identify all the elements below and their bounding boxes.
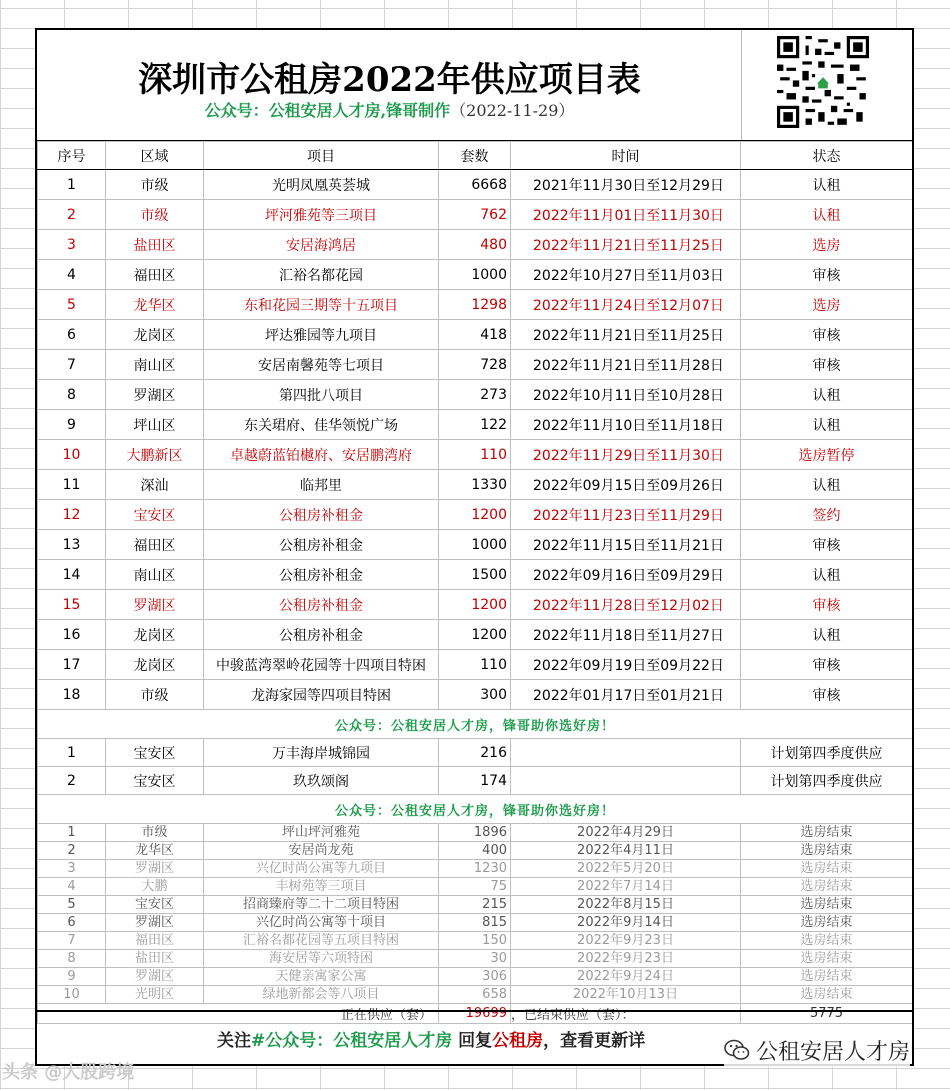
cell-status: 选房结束 <box>741 914 913 932</box>
cell-time: 2022年9月23日 <box>511 932 741 950</box>
cell-project: 海安居等六项特困 <box>204 950 439 968</box>
cell-units: 815 <box>439 914 511 932</box>
table-row <box>38 200 913 230</box>
cell-units: 1330 <box>439 470 511 500</box>
cell-units: 1000 <box>439 260 511 290</box>
cell-time: 2022年8月15日 <box>511 896 741 914</box>
cell-status: 认租 <box>741 410 913 440</box>
cell-area: 罗湖区 <box>106 968 204 986</box>
qr-cell <box>741 30 914 140</box>
cell-project: 坪山坪河雅苑 <box>204 824 439 842</box>
cell-area: 南山区 <box>106 350 204 380</box>
cell-status: 选房暂停 <box>741 440 913 470</box>
cell-project: 公租房补租金 <box>204 590 439 620</box>
cell-no: 5 <box>38 896 106 914</box>
cell-area: 市级 <box>106 680 204 710</box>
cell-status: 选房结束 <box>741 860 913 878</box>
table-row <box>38 350 913 380</box>
cell-time: 2022年11月01日至11月30日 <box>511 200 741 230</box>
cell-units: 273 <box>439 380 511 410</box>
cell-units: 216 <box>439 739 511 767</box>
cell-time: 2022年10月27日至11月03日 <box>511 260 741 290</box>
cell-project: 汇裕名都花园等五项目特困 <box>204 932 439 950</box>
cell-units: 658 <box>439 986 511 1004</box>
cell-project: 天健亲寓家公寓 <box>204 968 439 986</box>
cell-status: 选房结束 <box>741 986 913 1004</box>
ended-row <box>38 878 913 896</box>
table-row <box>38 290 913 320</box>
cell-no: 1 <box>38 170 106 200</box>
cell-time: 2022年09月16日至09月29日 <box>511 560 741 590</box>
table-row <box>38 620 913 650</box>
cell-time: 2022年11月15日至11月21日 <box>511 530 741 560</box>
cell-units: 1500 <box>439 560 511 590</box>
cell-units: 418 <box>439 320 511 350</box>
cell-time: 2022年9月14日 <box>511 914 741 932</box>
cell-area: 市级 <box>106 824 204 842</box>
table-row <box>38 650 913 680</box>
cell-no: 10 <box>38 440 106 470</box>
cell-no: 12 <box>38 500 106 530</box>
cell-no: 11 <box>38 470 106 500</box>
cell-project: 公租房补租金 <box>204 620 439 650</box>
cell-units: 215 <box>439 896 511 914</box>
table-row <box>38 680 913 710</box>
cell-units: 1298 <box>439 290 511 320</box>
cell-project: 汇裕名都花园 <box>204 260 439 290</box>
cell-area: 宝安区 <box>106 739 204 767</box>
cell-no: 3 <box>38 230 106 260</box>
table-row <box>38 320 913 350</box>
spreadsheet-sheet <box>35 28 914 1066</box>
cell-area: 市级 <box>106 170 204 200</box>
cell-units: 1200 <box>439 590 511 620</box>
cell-area: 罗湖区 <box>106 590 204 620</box>
cell-area: 光明区 <box>106 986 204 1004</box>
cell-area: 宝安区 <box>106 500 204 530</box>
cell-time: 2022年11月29日至11月30日 <box>511 440 741 470</box>
cell-area: 市级 <box>106 200 204 230</box>
cell-units: 110 <box>439 650 511 680</box>
cell-no: 2 <box>38 200 106 230</box>
table-row <box>38 560 913 590</box>
cell-status: 认租 <box>741 470 913 500</box>
cell-status: 审核 <box>741 680 913 710</box>
cell-project: 东关珺府、佳华领悦广场 <box>204 410 439 440</box>
cell-area: 盐田区 <box>106 950 204 968</box>
cell-area: 龙岗区 <box>106 650 204 680</box>
footer-text <box>217 1026 645 1051</box>
cell-time: 2022年11月10日至11月18日 <box>511 410 741 440</box>
cell-time: 2022年01月17日至01月21日 <box>511 680 741 710</box>
column-header-project: 项目 <box>204 142 439 170</box>
total-supplying-value: 19699 <box>439 1004 511 1024</box>
cell-area: 大鹏新区 <box>106 440 204 470</box>
cell-no: 4 <box>38 260 106 290</box>
cell-area: 福田区 <box>106 932 204 950</box>
cell-project: 临邦里 <box>204 470 439 500</box>
cell-area: 宝安区 <box>106 896 204 914</box>
ended-row <box>38 914 913 932</box>
table-row <box>38 410 913 440</box>
cell-units: 1000 <box>439 530 511 560</box>
watermark-right-text: 公租安居人才房 <box>756 1039 911 1065</box>
cell-status: 选房结束 <box>741 878 913 896</box>
cell-area: 福田区 <box>106 260 204 290</box>
cell-project: 安居尚龙苑 <box>204 842 439 860</box>
subtitle-account: 公众号：公租安居人才房,锋哥制作 <box>204 101 451 120</box>
cell-no: 1 <box>38 739 106 767</box>
cell-time: 2022年11月28日至12月02日 <box>511 590 741 620</box>
footer-text-account: #公众号：公租安居人才房 <box>251 1031 453 1051</box>
footer-text-keyword: 公租房 <box>492 1031 544 1051</box>
cell-time: 2022年7月14日 <box>511 878 741 896</box>
cell-units: 75 <box>439 878 511 896</box>
cell-units: 6668 <box>439 170 511 200</box>
table-row <box>38 500 913 530</box>
cell-project: 中骏蓝湾翠岭花园等十四项目特困 <box>204 650 439 680</box>
promo-banner-row <box>38 710 913 739</box>
cell-units: 480 <box>439 230 511 260</box>
ended-row <box>38 842 913 860</box>
table-row <box>38 230 913 260</box>
ended-row <box>38 968 913 986</box>
qr-code-icon <box>777 36 869 128</box>
cell-area: 大鹏 <box>106 878 204 896</box>
cell-area: 坪山区 <box>106 410 204 440</box>
cell-units: 300 <box>439 680 511 710</box>
cell-units: 728 <box>439 350 511 380</box>
cell-time <box>511 739 741 767</box>
cell-status: 选房结束 <box>741 842 913 860</box>
cell-time: 2022年4月11日 <box>511 842 741 860</box>
cell-no: 16 <box>38 620 106 650</box>
ended-row <box>38 860 913 878</box>
cell-time: 2022年9月24日 <box>511 968 741 986</box>
cell-time: 2022年09月15日至09月26日 <box>511 470 741 500</box>
cell-time: 2022年10月13日 <box>511 986 741 1004</box>
total-supplying-label: 正在供应（套） <box>38 1004 439 1024</box>
cell-time: 2022年11月18日至11月27日 <box>511 620 741 650</box>
cell-project: 招商臻府等二十二项目特困 <box>204 896 439 914</box>
cell-status: 审核 <box>741 350 913 380</box>
cell-status: 选房结束 <box>741 824 913 842</box>
cell-area: 龙岗区 <box>106 620 204 650</box>
cell-units: 150 <box>439 932 511 950</box>
cell-status: 认租 <box>741 620 913 650</box>
cell-area: 宝安区 <box>106 767 204 795</box>
column-header-area: 区域 <box>106 142 204 170</box>
cell-project: 坪河雅苑等三项目 <box>204 200 439 230</box>
cell-project: 万丰海岸城锦园 <box>204 739 439 767</box>
cell-status: 选房结束 <box>741 896 913 914</box>
footer-text-details: ，查看更新详 <box>543 1031 646 1051</box>
cell-no: 3 <box>38 860 106 878</box>
cell-area: 龙岗区 <box>106 320 204 350</box>
cell-no: 8 <box>38 380 106 410</box>
cell-no: 8 <box>38 950 106 968</box>
cell-project: 光明凤凰英荟城 <box>204 170 439 200</box>
cell-units: 122 <box>439 410 511 440</box>
cell-project: 玖玖颂阁 <box>204 767 439 795</box>
footer-text-reply: 回复 <box>452 1031 493 1051</box>
cell-status: 选房结束 <box>741 932 913 950</box>
cell-project: 公租房补租金 <box>204 560 439 590</box>
cell-units: 306 <box>439 968 511 986</box>
cell-no: 10 <box>38 986 106 1004</box>
cell-time <box>511 767 741 795</box>
planned-row <box>38 739 913 767</box>
column-header-no: 序号 <box>38 142 106 170</box>
cell-status: 认租 <box>741 200 913 230</box>
cell-no: 9 <box>38 410 106 440</box>
page-title: 深圳市公租房2022年供应项目表 <box>138 60 641 100</box>
cell-project: 东和花园三期等十五项目 <box>204 290 439 320</box>
promo-banner-text: 公众号：公租安居人才房，锋哥助你选好房！ <box>38 795 913 824</box>
cell-time: 2022年11月23日至11月29日 <box>511 500 741 530</box>
cell-no: 1 <box>38 824 106 842</box>
page-subtitle <box>37 98 742 121</box>
cell-units: 110 <box>439 440 511 470</box>
cell-status: 认租 <box>741 170 913 200</box>
column-header-time: 时间 <box>511 142 741 170</box>
cell-project: 龙海家园等四项目特困 <box>204 680 439 710</box>
cell-status: 审核 <box>741 530 913 560</box>
table-row <box>38 470 913 500</box>
cell-area: 福田区 <box>106 530 204 560</box>
cell-no: 17 <box>38 650 106 680</box>
subtitle-date: （2022-11-29） <box>450 101 575 120</box>
cell-units: 174 <box>439 767 511 795</box>
cell-time: 2022年11月21日至11月25日 <box>511 230 741 260</box>
total-ended-label: ，已结束供应（套）： <box>511 1004 741 1024</box>
cell-units: 1896 <box>439 824 511 842</box>
cell-area: 罗湖区 <box>106 914 204 932</box>
wechat-icon <box>724 1039 750 1061</box>
cell-project: 绿地新都会等八项目 <box>204 986 439 1004</box>
cell-time: 2021年11月30日至12月29日 <box>511 170 741 200</box>
cell-no: 6 <box>38 320 106 350</box>
column-header-units: 套数 <box>439 142 511 170</box>
planned-row <box>38 767 913 795</box>
sheet-header <box>37 30 912 141</box>
cell-project: 兴亿时尚公寓等十项目 <box>204 914 439 932</box>
cell-project: 公租房补租金 <box>204 530 439 560</box>
project-table <box>37 141 913 1024</box>
table-row <box>38 440 913 470</box>
table-row <box>38 380 913 410</box>
cell-units: 1230 <box>439 860 511 878</box>
cell-status: 选房结束 <box>741 968 913 986</box>
cell-project: 坪达雅园等九项目 <box>204 320 439 350</box>
cell-units: 1200 <box>439 620 511 650</box>
cell-status: 认租 <box>741 560 913 590</box>
cell-project: 兴亿时尚公寓等九项目 <box>204 860 439 878</box>
promo-banner-text: 公众号：公租安居人才房，锋哥助你选好房！ <box>38 710 913 739</box>
cell-status: 计划第四季度供应 <box>741 767 913 795</box>
ended-row <box>38 896 913 914</box>
cell-area: 南山区 <box>106 560 204 590</box>
cell-time: 2022年10月11日至10月28日 <box>511 380 741 410</box>
cell-no: 2 <box>38 842 106 860</box>
promo-banner-row <box>38 795 913 824</box>
cell-no: 14 <box>38 560 106 590</box>
cell-no: 4 <box>38 878 106 896</box>
cell-project: 丰树苑等三项目 <box>204 878 439 896</box>
cell-status: 审核 <box>741 650 913 680</box>
cell-area: 罗湖区 <box>106 380 204 410</box>
watermark-left: 头条 @大股跨境 <box>2 1062 135 1083</box>
table-header-row <box>38 142 913 170</box>
cell-no: 18 <box>38 680 106 710</box>
cell-area: 盐田区 <box>106 230 204 260</box>
footer-text-follow: 关注 <box>217 1031 251 1051</box>
cell-no: 2 <box>38 767 106 795</box>
cell-units: 400 <box>439 842 511 860</box>
column-header-status: 状态 <box>741 142 913 170</box>
cell-no: 15 <box>38 590 106 620</box>
cell-status: 计划第四季度供应 <box>741 739 913 767</box>
cell-status: 审核 <box>741 590 913 620</box>
table-row <box>38 170 913 200</box>
cell-time: 2022年11月24日至12月07日 <box>511 290 741 320</box>
cell-status: 审核 <box>741 260 913 290</box>
cell-status: 选房 <box>741 230 913 260</box>
cell-no: 7 <box>38 350 106 380</box>
cell-status: 选房结束 <box>741 950 913 968</box>
cell-status: 签约 <box>741 500 913 530</box>
cell-status: 审核 <box>741 320 913 350</box>
cell-time: 2022年11月21日至11月28日 <box>511 350 741 380</box>
cell-project: 安居海鸿居 <box>204 230 439 260</box>
cell-status: 认租 <box>741 380 913 410</box>
cell-no: 6 <box>38 914 106 932</box>
cell-no: 5 <box>38 290 106 320</box>
cell-project: 第四批八项目 <box>204 380 439 410</box>
total-ended-value: 5775 <box>741 1004 913 1024</box>
cell-time: 2022年11月21日至11月25日 <box>511 320 741 350</box>
table-row <box>38 260 913 290</box>
ended-row <box>38 824 913 842</box>
watermark-right <box>724 1033 910 1067</box>
table-row <box>38 530 913 560</box>
cell-no: 13 <box>38 530 106 560</box>
cell-time: 2022年09月19日至09月22日 <box>511 650 741 680</box>
cell-area: 深汕 <box>106 470 204 500</box>
cell-area: 龙华区 <box>106 290 204 320</box>
cell-no: 7 <box>38 932 106 950</box>
cell-area: 龙华区 <box>106 842 204 860</box>
cell-project: 安居南馨苑等七项目 <box>204 350 439 380</box>
cell-time: 2022年5月20日 <box>511 860 741 878</box>
cell-units: 30 <box>439 950 511 968</box>
cell-project: 公租房补租金 <box>204 500 439 530</box>
ended-row <box>38 950 913 968</box>
cell-units: 762 <box>439 200 511 230</box>
table-row <box>38 590 913 620</box>
ended-row <box>38 932 913 950</box>
cell-status: 选房 <box>741 290 913 320</box>
cell-units: 1200 <box>439 500 511 530</box>
cell-project: 卓越蔚蓝铂樾府、安居鹏湾府 <box>204 440 439 470</box>
cell-time: 2022年4月29日 <box>511 824 741 842</box>
cell-time: 2022年9月23日 <box>511 950 741 968</box>
cell-area: 罗湖区 <box>106 860 204 878</box>
ended-row <box>38 986 913 1004</box>
cell-no: 9 <box>38 968 106 986</box>
